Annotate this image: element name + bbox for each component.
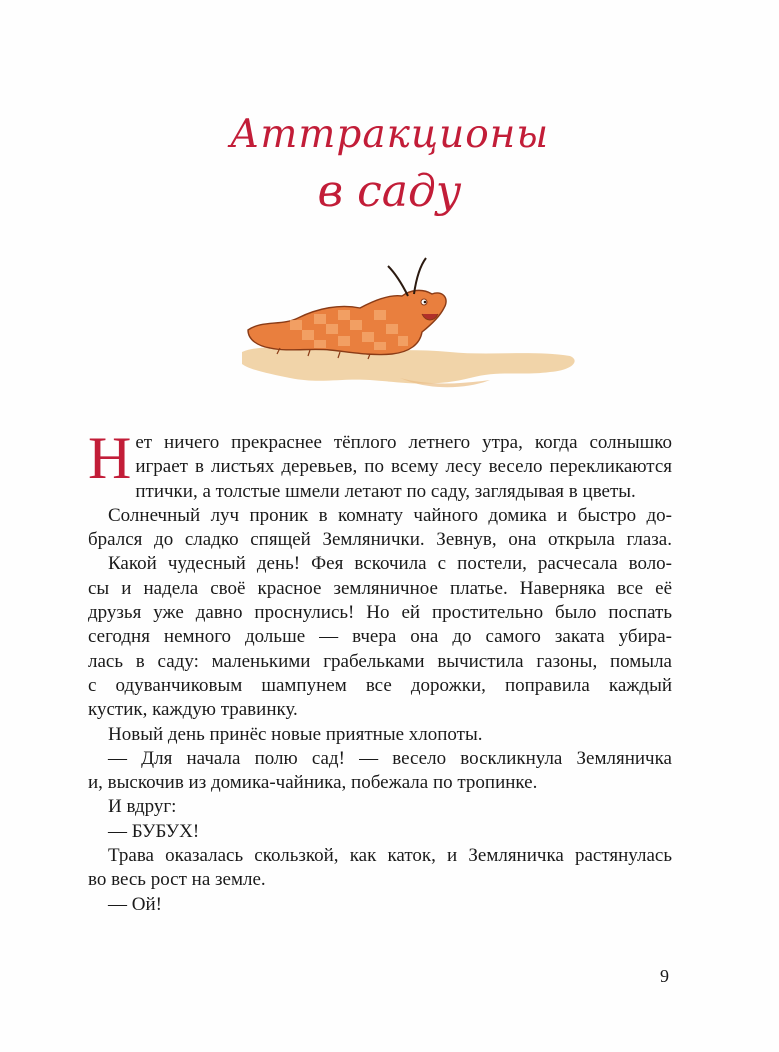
paragraph-5 xyxy=(88,747,672,796)
paragraph-9 xyxy=(88,893,672,917)
story-text xyxy=(88,425,672,917)
paragraph-7 xyxy=(88,820,672,844)
text-line: ет ничего прекраснее тёплого летнего утра, когда солнышко xyxy=(135,432,672,453)
antenna-left xyxy=(388,266,408,296)
text-line: Какой чудесный день! Фея вскочила с постели, расчесала воло- xyxy=(108,553,672,575)
paragraph-8 xyxy=(88,844,672,893)
text-line: птички, а толстые шмели летают по саду, заглядывая в цветы. xyxy=(135,480,636,502)
text-line: Солнечный луч проник в комнату чайного домика и быстро до- xyxy=(108,504,672,526)
paragraph-4 xyxy=(88,723,672,747)
text-line: с одуванчиковым шампунем все дорожки, поправила каждый xyxy=(88,674,672,696)
text-line: лась в саду: маленькими грабельками вычистила газоны, помыла xyxy=(88,650,672,672)
drop-cap: Н xyxy=(88,425,132,491)
text-line: во весь рост на земле. xyxy=(88,869,266,891)
text-line: друзья уже давно проснулись! Но ей простительно было поспать xyxy=(88,602,672,624)
text-line: Трава оказалась скользкой, как каток, и Земляничка растянулась xyxy=(108,845,672,867)
chapter-title-line2: в саду xyxy=(317,166,462,217)
text-line: и, выскочив из домика-чайника, побежала по тропинке. xyxy=(88,772,538,794)
text-line: играет в листьях деревьев, по всему лесу весело перекликаются xyxy=(135,456,672,478)
paragraph-6 xyxy=(88,795,672,819)
chapter-title-line1: Аттракционы xyxy=(229,112,550,157)
caterpillar-illustration xyxy=(170,252,590,402)
sand-patch xyxy=(242,347,575,383)
paragraph-3 xyxy=(88,552,672,722)
text-line: И вдруг: xyxy=(108,796,177,818)
paragraph-2 xyxy=(88,504,672,553)
text-line: — Ой! xyxy=(108,893,162,915)
text-line: кустик, каждую травинку. xyxy=(88,699,298,721)
text-line: — Для начала полю сад! — весело воскликнула Земляничка xyxy=(108,747,672,769)
text-line: Новый день принёс новые приятные хлопоты. xyxy=(108,723,483,745)
text-line: брался до сладко спящей Землянички. Зевнув, она открыла глаза. xyxy=(88,529,672,551)
page-number: 9 xyxy=(660,966,669,986)
text-line: сегодня немного дольше — вчера она до самого заката убира- xyxy=(88,626,672,648)
text-line: сы и надела своё красное земляничное платье. Наверняка все её xyxy=(88,577,672,599)
paragraph-1 xyxy=(88,425,672,504)
antenna-right xyxy=(414,258,426,294)
text-line: — БУБУХ! xyxy=(108,820,200,842)
